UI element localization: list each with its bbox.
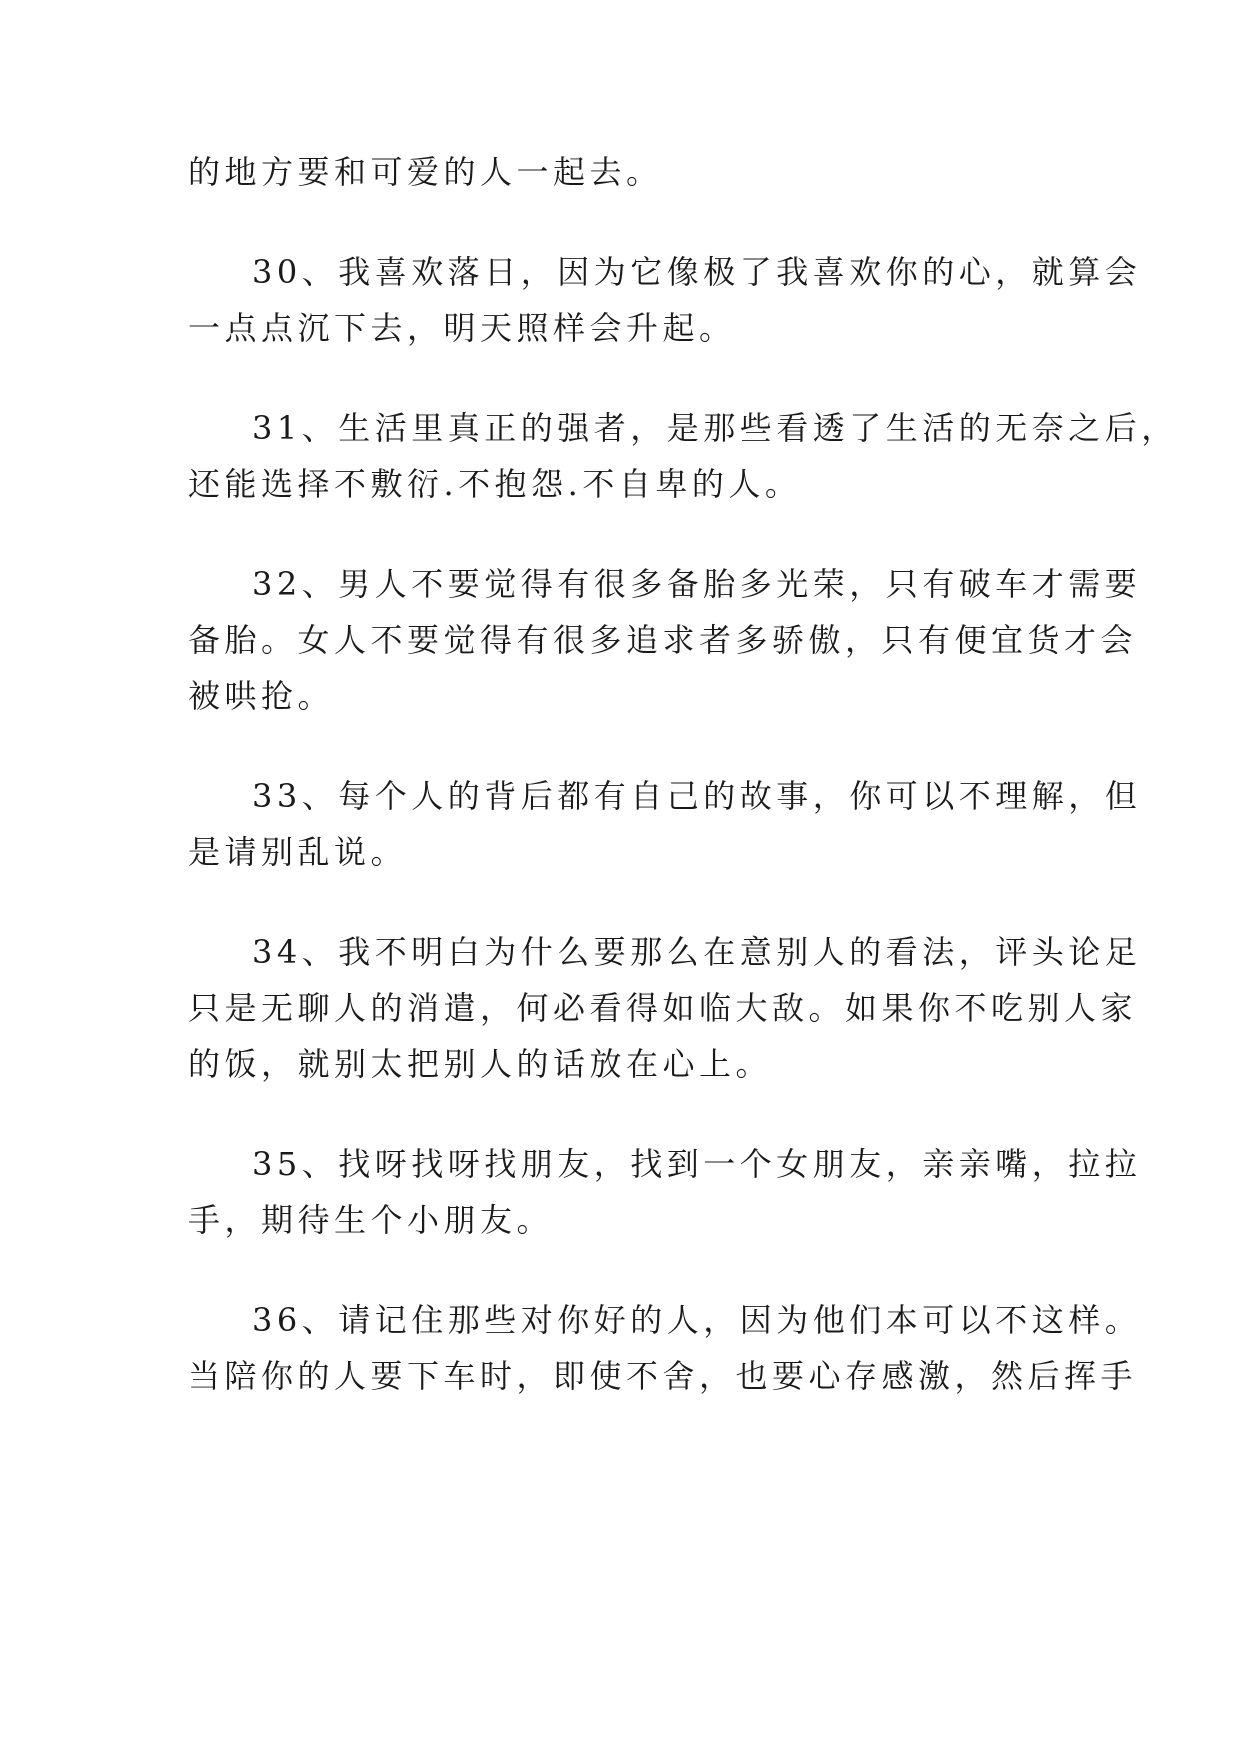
- text-line: 的饭，就别太把别人的话放在心上。: [188, 1045, 773, 1083]
- text-line: 34、我不明白为什么要那么在意别人的看法，评头论足: [252, 933, 1142, 971]
- text-line: 30、我喜欢落日，因为它像极了我喜欢你的心，就算会: [252, 253, 1142, 291]
- text-line: 被哄抢。: [188, 677, 335, 715]
- text-line: 31、生活里真正的强者，是那些看透了生活的无奈之后，: [252, 409, 1178, 447]
- text-line: 的地方要和可爱的人一起去。: [188, 153, 663, 191]
- text-line: 当陪你的人要下车时，即使不舍，也要心存感激，然后挥手: [188, 1357, 1138, 1395]
- text-line: 还能选择不敷衍.不抱怨.不自卑的人。: [188, 465, 802, 503]
- text-line: 32、男人不要觉得有很多备胎多光荣，只有破车才需要: [252, 565, 1142, 603]
- text-line: 手，期待生个小朋友。: [188, 1201, 554, 1239]
- text-line: 备胎。女人不要觉得有很多追求者多骄傲，只有便宜货才会: [188, 621, 1138, 659]
- text-line: 36、请记住那些对你好的人，因为他们本可以不这样。: [252, 1301, 1142, 1339]
- text-line: 一点点沉下去，明天照样会升起。: [188, 309, 736, 347]
- text-line: 是请别乱说。: [188, 833, 408, 871]
- text-line: 35、找呀找呀找朋友，找到一个女朋友，亲亲嘴，拉拉: [252, 1145, 1142, 1183]
- text-line: 只是无聊人的消遣，何必看得如临大敌。如果你不吃别人家: [188, 989, 1138, 1027]
- text-line: 33、每个人的背后都有自己的故事，你可以不理解，但: [252, 777, 1142, 815]
